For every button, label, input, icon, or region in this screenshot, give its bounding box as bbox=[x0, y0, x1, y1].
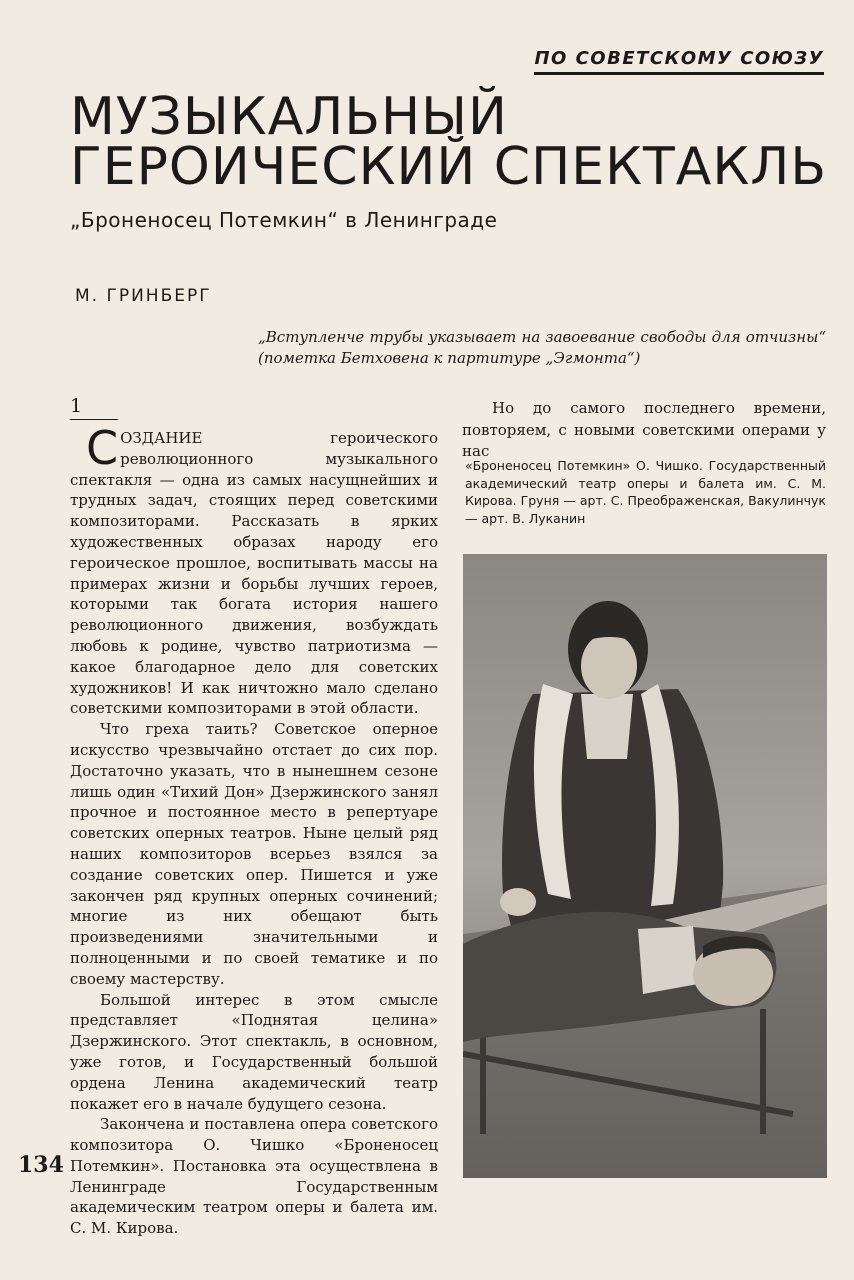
left-column bbox=[70, 421, 438, 1239]
paragraph-1-text: ОЗДАНИЕ героического революционного музыкального спектакля — одна из самых насущнейших и трудных задач, стоящих перед советскими композиторами. Рассказать в ярких художественных образах народу его героическое прошлое, воспитывать массы на примерах жизни и борьбы лучших героев, которыми так богата история нашего революционного движения, возбуждать любовь к родине, чувство патриотизма — какое благодарное дело для советских художников! И как ничтожно мало сделано советскими композиторами в этой области. bbox=[70, 429, 438, 718]
drop-cap: С bbox=[86, 421, 119, 475]
epigraph: „Вступленче трубы указывает на завоевание свободы для отчизны“ (пометка Бетховена к партитуре „Эгмонта“) bbox=[258, 328, 826, 367]
paragraph-4: Закончена и поставлена опера советского композитора О. Чишко «Броненосец Потемкин». Постановка эта осуществлена в Ленинграде Государственным академическим театром оперы и балета им. С. М. Кирова. bbox=[70, 1115, 438, 1238]
photo-caption: «Броненосец Потемкин» О. Чишко. Государственный академический театр оперы и балета им. С. М. Кирова. Груня — арт. С. Преображенская, Вакулинчук — арт. В. Луканин bbox=[465, 458, 826, 526]
article-title: МУЗЫКАЛЬНЫЙ ГЕРОИЧЕСКИЙ СПЕКТАКЛЬ bbox=[70, 87, 828, 197]
page-number: 134 bbox=[18, 1152, 64, 1178]
section-number: 1 bbox=[70, 395, 118, 420]
paragraph-3: Большой интерес в этом смысле представляет «Поднятая целина» Дзержинского. Этот спектакль, в основном, уже готов, и Государственный большой ордена Ленина академический театр покажет его в начале будущего сезона. bbox=[70, 990, 438, 1113]
paragraph-2: Что греха таить? Советское оперное искусство чрезвычайно отстает до сих пор. Достаточно указать, что в нынешнем сезоне лишь один «Тихий Дон» Дзержинского занял прочное и постоянное место в репертуаре советских оперных театров. Ныне целый ряд наших композиторов всерьез взялся за создание советских опер. Пишется и уже закончен ряд крупных оперных сочинений; многие из них обещают быть произведениями значительными и полноценными и по своей тематике и по своему мастерству. bbox=[70, 720, 438, 988]
article-subtitle: „Броненосец Потемкин“ в Ленинграде bbox=[70, 208, 498, 232]
paragraph-1 bbox=[70, 421, 438, 719]
stage-photo bbox=[463, 554, 827, 1178]
article-author: М. ГРИНБЕРГ bbox=[75, 286, 212, 306]
section-header: ПО СОВЕТСКОМУ СОЮЗУ bbox=[534, 48, 824, 75]
right-paragraph: Но до самого последнего времени, повторяем, с новыми советскими операми у нас bbox=[462, 399, 826, 460]
right-column bbox=[462, 398, 826, 463]
